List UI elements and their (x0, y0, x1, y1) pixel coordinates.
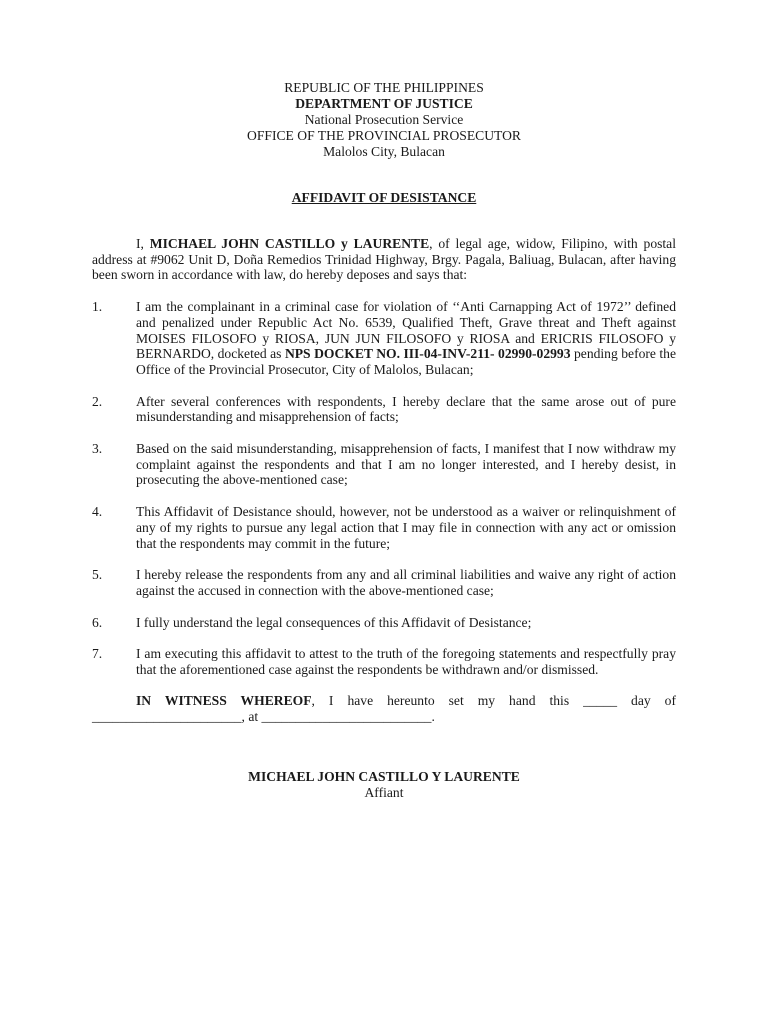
header-department: DEPARTMENT OF JUSTICE (295, 96, 473, 111)
list-item (92, 646, 676, 677)
signature-block (92, 769, 676, 801)
affiant-name-inline: MICHAEL JOHN CASTILLO y LAURENTE (149, 236, 430, 251)
letterhead (92, 80, 676, 160)
item-number: 3. (92, 441, 103, 457)
header-location: Malolos City, Bulacan (323, 144, 445, 159)
list-item (92, 441, 676, 488)
intro-prefix: I, (136, 236, 150, 251)
witness-paragraph (92, 693, 676, 725)
intro-paragraph (92, 236, 676, 283)
list-item (92, 615, 676, 631)
statement-list (92, 299, 676, 678)
witness-rest: , I have hereunto set my hand this _____ day of ______________________, at _________________________. (92, 692, 676, 724)
header-office: OFFICE OF THE PROVINCIAL PROSECUTOR (247, 128, 521, 143)
item-text: Based on the said misunderstanding, misapprehension of facts, I manifest that I now withdraw my complaint against the respondents and that I am no longer interested, and I hereby desist, in prosecuting the above-mentioned case; (136, 441, 676, 488)
item-number: 4. (92, 504, 103, 520)
item-text: I fully understand the legal consequences of this Affidavit of Desistance; (136, 614, 532, 630)
list-item (92, 504, 676, 551)
item-number: 2. (92, 393, 103, 409)
item-text-part: pending before the Office of the Provincial Prosecutor, City of Malolos, Bulacan; (136, 346, 677, 377)
item-text: I am executing this affidavit to attest to the truth of the foregoing statements and respectfully pray that the aforementioned case against the respondents be withdrawn and/or dismissed. (136, 646, 676, 678)
list-item (92, 299, 676, 378)
item-number: 5. (92, 567, 103, 583)
affiant-role: Affiant (364, 784, 404, 800)
item-text: This Affidavit of Desistance should, however, not be understood as a waiver or relinquishment of any of my rights to pursue any legal action that I may file in connection with any act or omission that the respondents may commit in the future; (136, 504, 676, 551)
item-number: 6. (92, 614, 103, 630)
item-number: 1. (92, 299, 103, 315)
intro-rest: , of legal age, widow, Filipino, with postal address at #9062 Unit D, Doña Remedios Trinidad Highway, Brgy. Pagala, Baliuag, Bulacan, after having been sworn in accordance with law, do hereby deposes and says that: (92, 236, 676, 283)
header-republic: REPUBLIC OF THE PHILIPPINES (284, 80, 484, 95)
item-text-part: I am the complainant in a criminal case for violation of ‘‘Anti Carnapping Act of 1972’’ defined and penalized under Republic Act No. 6539, Qualified Theft, Grave threat and Theft against MOISES FILOSOFO y RIOSA, JUN JUN FILOSOFO y RIOSA and ERICRIS FILOSOFO y BERNARDO, docketed as (136, 299, 676, 362)
affiant-name: MICHAEL JOHN CASTILLO Y LAURENTE (248, 768, 520, 784)
document-title: AFFIDAVIT OF DESISTANCE (291, 190, 477, 205)
item-number: 7. (92, 646, 103, 662)
list-item (92, 567, 676, 598)
item-text (136, 299, 676, 378)
header-service: National Prosecution Service (304, 112, 464, 127)
witness-heading: IN WITNESS WHEREOF (136, 692, 312, 708)
item-text: I hereby release the respondents from any and all criminal liabilities and waive any right of action against the accused in connection with the above-mentioned case; (136, 567, 676, 598)
item-text: After several conferences with respondents, I hereby declare that the same arose out of pure misunderstanding and misapprehension of facts; (136, 393, 676, 425)
list-item (92, 394, 676, 425)
docket-number: NPS DOCKET NO. III-04-INV-211- 02990-02993 (284, 346, 571, 362)
